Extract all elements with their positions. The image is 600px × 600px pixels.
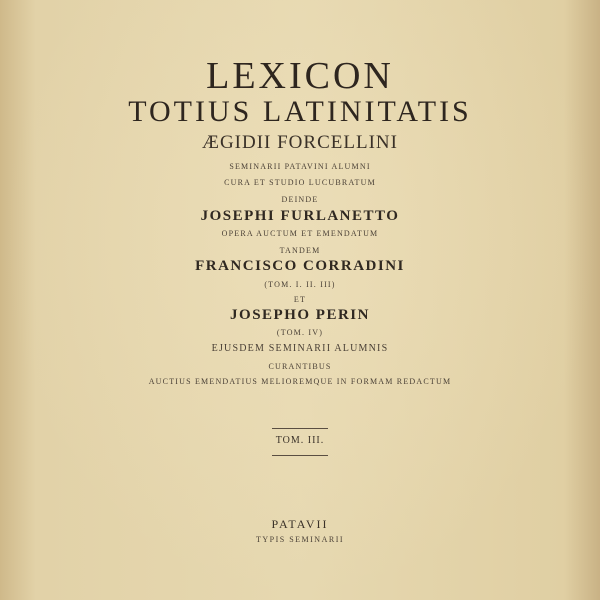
credit-line-deinde: DEINDE bbox=[281, 195, 319, 204]
author-name: ÆGIDII FORCELLINI bbox=[202, 132, 398, 153]
imprint-city: PATAVII bbox=[271, 517, 329, 531]
book-title: LEXICON bbox=[206, 55, 394, 97]
editor-corradini: FRANCISCO CORRADINI bbox=[195, 258, 405, 274]
credit-line-et: ET bbox=[293, 295, 307, 304]
volume-number: TOM. III. bbox=[275, 435, 325, 446]
credit-line-tandem: TANDEM bbox=[279, 246, 321, 255]
credit-line-auctius: AUCTIUS EMENDATIUS MELIOREMQUE IN FORMAM REDACTUM bbox=[148, 377, 452, 386]
editor-perin: JOSEPHO PERIN bbox=[230, 307, 370, 323]
volume-rule-bottom bbox=[272, 455, 328, 456]
volume-box bbox=[272, 428, 328, 456]
credit-line-seminary: SEMINARII PATAVINI ALUMNI bbox=[229, 162, 371, 171]
imprint-printer: TYPIS SEMINARII bbox=[255, 535, 345, 544]
credit-line-ejusdem: EJUSDEM SEMINARII ALUMNIS bbox=[211, 343, 389, 354]
credit-line-tom-1-3: (TOM. I. II. III) bbox=[264, 280, 336, 289]
credit-line-cura: CURA ET STUDIO LUCUBRATUM bbox=[224, 178, 376, 187]
editor-furlanetto: JOSEPHI FURLANETTO bbox=[200, 208, 400, 224]
credit-line-tom-4: (TOM. IV) bbox=[276, 328, 324, 337]
volume-rule-top bbox=[272, 428, 328, 429]
credit-line-curantibus: CURANTIBUS bbox=[268, 362, 332, 371]
credit-line-opera: OPERA AUCTUM ET EMENDATUM bbox=[221, 229, 379, 238]
book-subtitle: TOTIUS LATINITATIS bbox=[128, 95, 472, 128]
